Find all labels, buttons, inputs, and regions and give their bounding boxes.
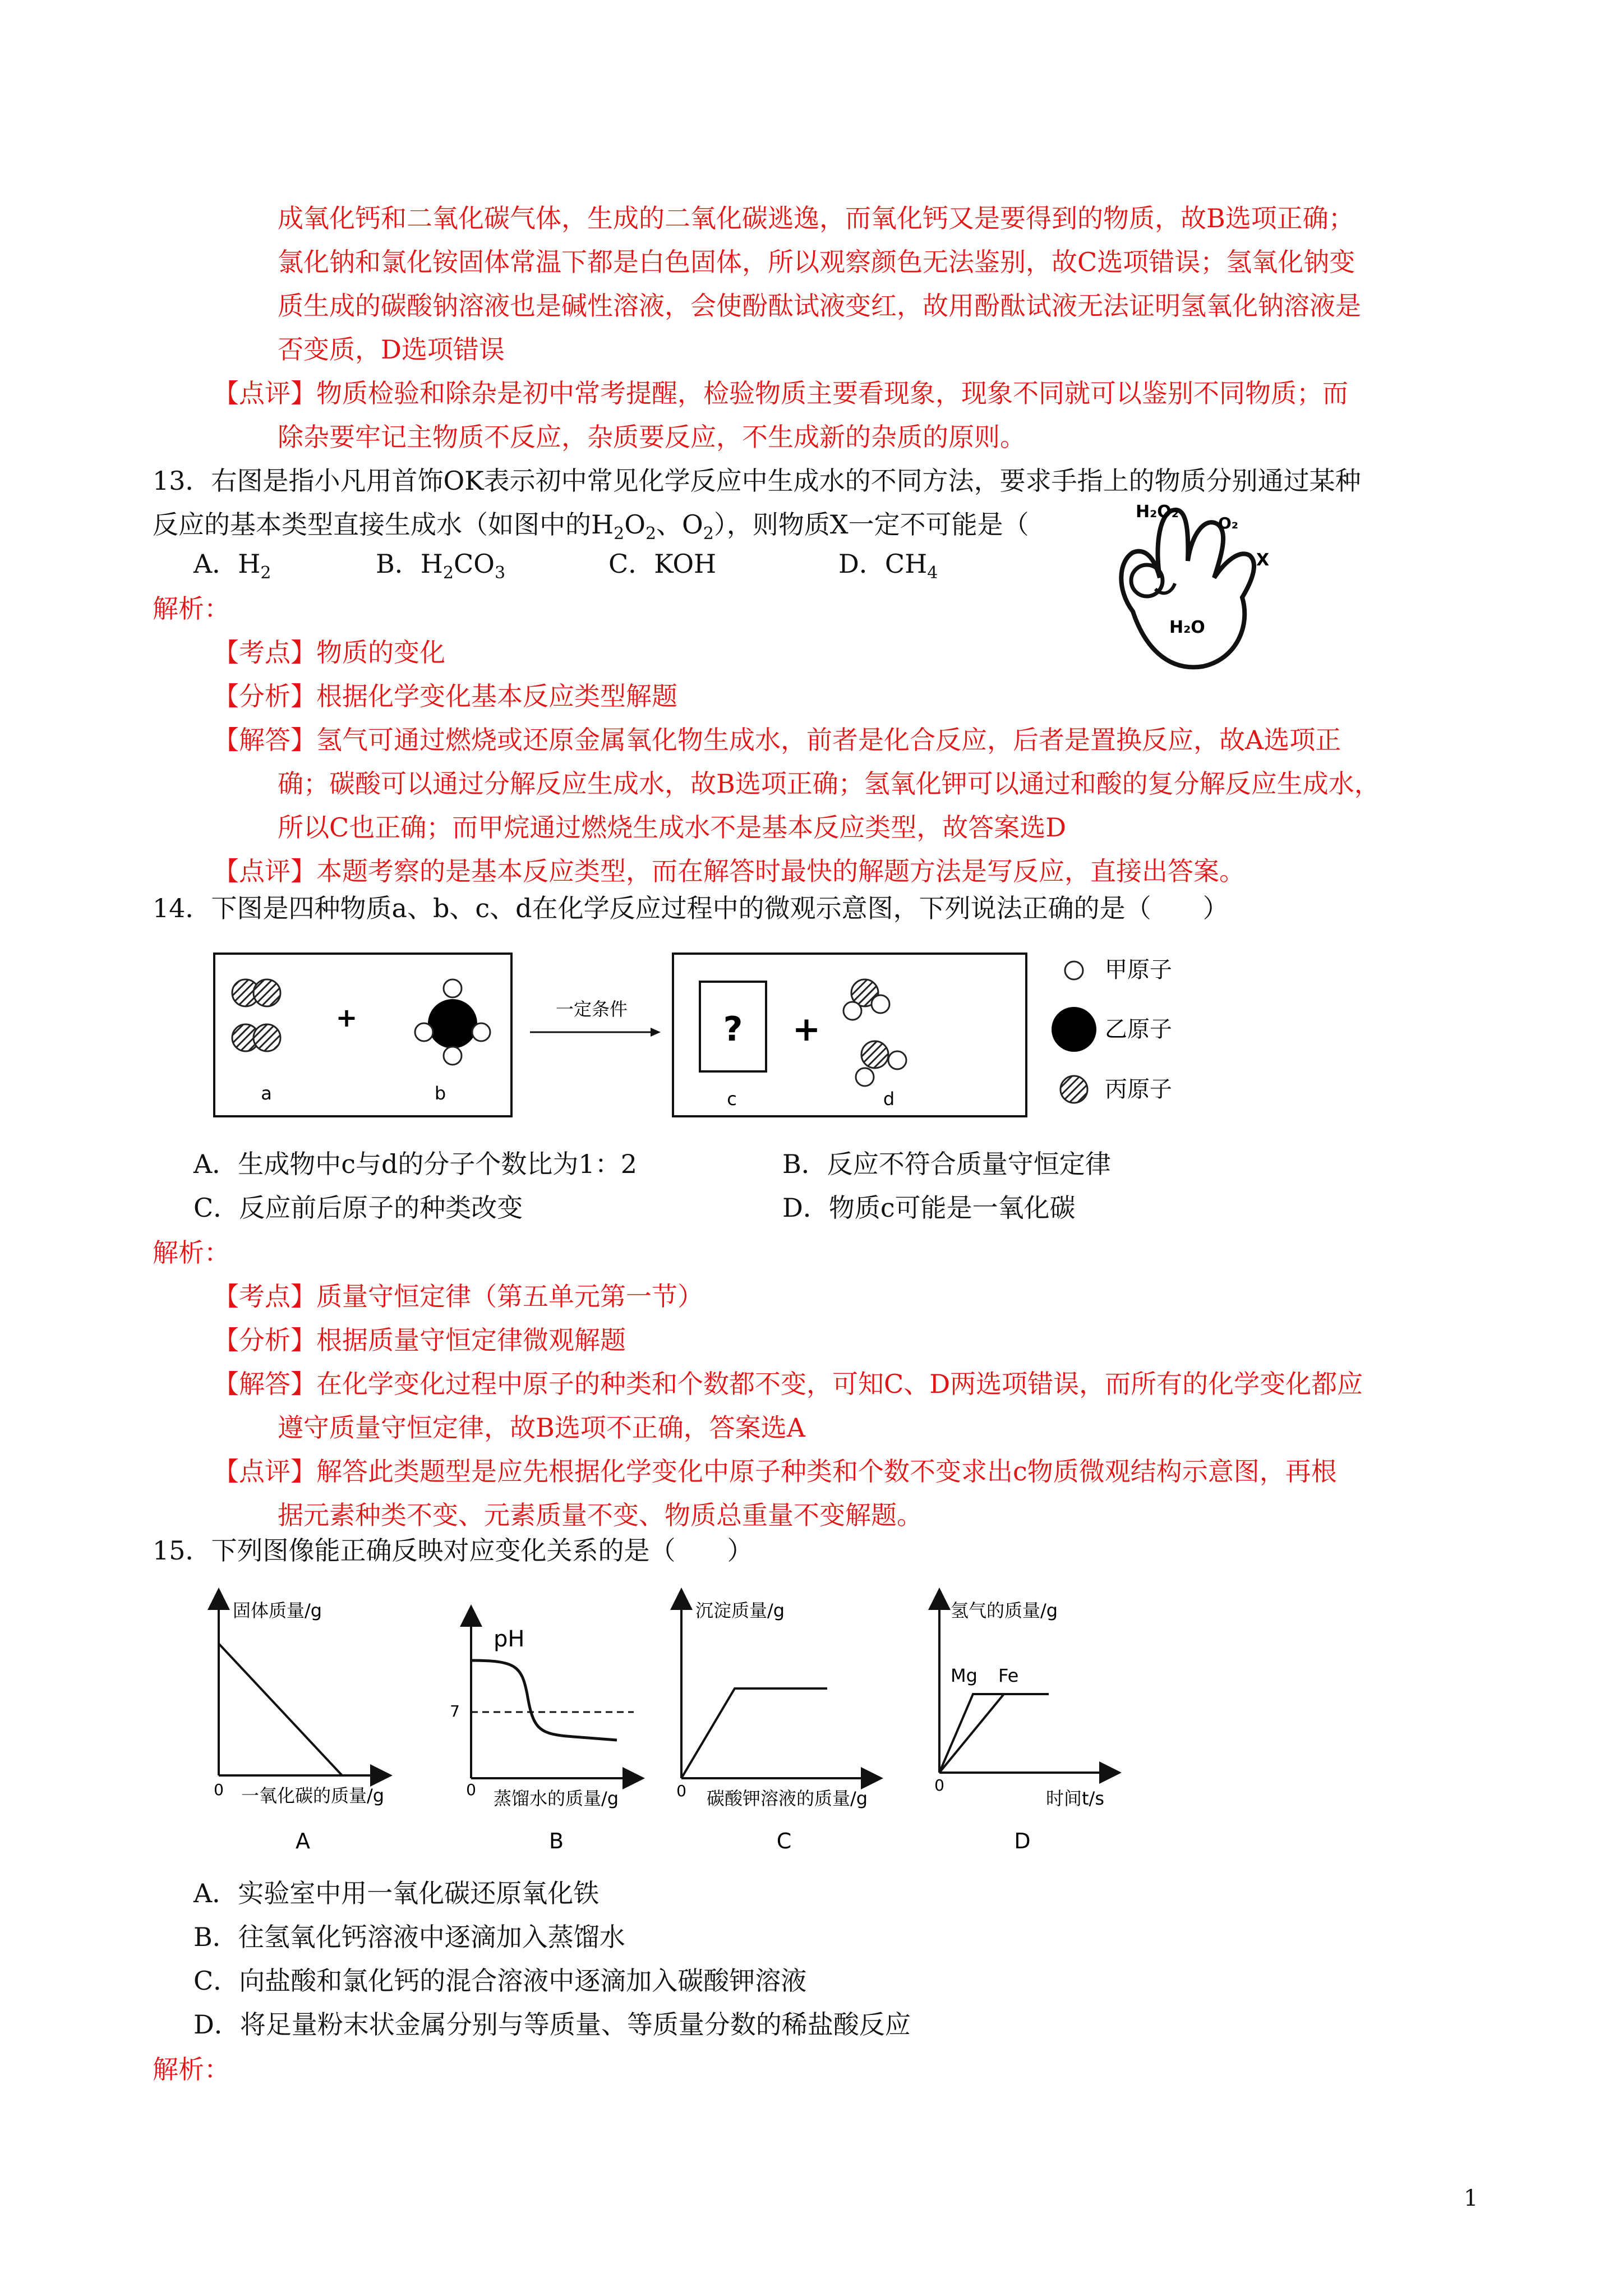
q13-stem-line-2: 反应的基本类型直接生成水（如图中的$H_2O_2$、$O_2$），则物质X一定不可能是（ <box>153 509 1029 544</box>
q12-text-line-1: 成氧化钙和二氧化碳气体，生成的二氧化碳逃逸，而氧化钙又是要得到的物质，故B选项正确； <box>278 203 1354 233</box>
q15-option-d: D．将足量粉末状金属分别与等质量、等质量分数的稀盐酸反应 <box>193 2009 911 2040</box>
graph-b-ylabel: pH <box>494 1626 525 1652</box>
graph-a-letter: A <box>296 1829 310 1853</box>
graph-d-fe-line <box>939 1694 1004 1773</box>
q14-kaodian: 【考点】质量守恒定律（第五单元第一节） <box>213 1281 703 1312</box>
graph-b <box>450 1616 634 1853</box>
arrow-condition-label: 一定条件 <box>555 999 628 1020</box>
graph-a-line <box>219 1644 342 1775</box>
q14-dianping-line-1: 【点评】解答此类题型是应先根据化学变化中原子种类和个数不变求出c物质微观结构示意图，再根 <box>213 1456 1337 1487</box>
q12-comment-line-2: 除杂要牢记主物质不反应，杂质要反应，不生成新的杂质的原则。 <box>278 422 1026 452</box>
q13-dianping: 【点评】本题考察的是基本反应类型，而在解答时最快的解题方法是写反应，直接出答案。 <box>213 856 1245 886</box>
hand-label-o2: O₂ <box>1218 514 1239 532</box>
legend-bing: 丙原子 <box>1105 1076 1172 1102</box>
graph-b-letter: B <box>548 1829 564 1853</box>
graph-d-xlabel: 时间t/s <box>1046 1788 1105 1809</box>
plus-sign-right: + <box>792 1010 821 1049</box>
q14-option-d: D．物质c可能是一氧化碳 <box>782 1193 1076 1223</box>
q12-text-line-3: 质生成的碳酸钠溶液也是碱性溶液，会使酚酞试液变红，故用酚酞试液无法证明氢氧化钠溶液是 <box>278 291 1361 321</box>
q15-stem: 15．下列图像能正确反映对应变化关系的是（ ） <box>153 1535 753 1566</box>
q12-text-line-4: 否变质，D选项错误 <box>278 334 505 365</box>
q12-comment-line-1: 【点评】物质检验和除杂是初中常考提醒，检验物质主要看现象，现象不同就可以鉴别不同物质；而 <box>213 378 1348 408</box>
graph-a-xlabel: 一氧化碳的质量/g <box>241 1785 385 1806</box>
legend-jia: 甲原子 <box>1105 957 1172 983</box>
q13-option-d: D．$CH_4$ <box>838 549 938 583</box>
graph-a-ylabel: 固体质量/g <box>233 1600 322 1621</box>
graph-d-ylabel: 氢气的质量/g <box>951 1600 1058 1621</box>
graph-b-origin: 0 <box>466 1780 476 1799</box>
q13-jieda-line-2: 确；碳酸可以通过分解反应生成水，故B选项正确；氢氧化钾可以通过和酸的复分解反应生成水， <box>278 769 1380 799</box>
q13-fenxi: 【分析】根据化学变化基本反应类型解题 <box>213 681 677 711</box>
graph-c-xlabel: 碳酸钾溶液的质量/g <box>707 1788 868 1809</box>
graph-a <box>214 1599 384 1853</box>
legend-yi: 乙原子 <box>1105 1016 1172 1042</box>
q15-option-c: C．向盐酸和氯化钙的混合溶液中逐滴加入碳酸钾溶液 <box>193 1966 807 1996</box>
q13-analysis-label: 解析： <box>153 593 230 624</box>
label-b: b <box>434 1083 446 1104</box>
q14-jieda-line-1: 【解答】在化学变化过程中原子的种类和个数都不变，可知C、D两选项错误，而所有的化学变化都应 <box>213 1369 1363 1399</box>
label-d: d <box>883 1088 895 1110</box>
q13-kaodian: 【考点】物质的变化 <box>213 637 445 668</box>
hand-label-x: X <box>1256 550 1270 570</box>
ok-hand-figure <box>1094 494 1318 679</box>
graph-c-line <box>681 1688 827 1778</box>
q14-fenxi: 【分析】根据质量守恒定律微观解题 <box>213 1325 626 1355</box>
graph-a-origin: 0 <box>214 1780 224 1799</box>
graph-d-letter: D <box>1014 1829 1031 1853</box>
q15-option-a: A．实验室中用一氧化碳还原氧化铁 <box>193 1878 600 1908</box>
graph-d-origin: 0 <box>934 1776 944 1795</box>
graph-c-ylabel: 沉淀质量/g <box>695 1600 785 1621</box>
q13-jieda-line-3: 所以C也正确；而甲烷通过燃烧生成水不是基本反应类型，故答案选D <box>278 812 1067 843</box>
label-a: a <box>261 1083 272 1104</box>
q14-option-b: B．反应不符合质量守恒定律 <box>782 1149 1111 1179</box>
unknown-c-mark: ? <box>723 1010 743 1049</box>
q13-option-c: C．KOH <box>608 549 717 579</box>
graph-c-origin: 0 <box>676 1782 686 1800</box>
q14-option-c: C．反应前后原子的种类改变 <box>193 1193 523 1223</box>
q13-jieda-line-1: 【解答】氢气可通过燃烧或还原金属氧化物生成水，前者是化合反应，后者是置换反应，故A选项正 <box>213 725 1341 755</box>
q13-option-b: B．$H_2CO_3$ <box>376 549 506 583</box>
q14-stem: 14．下图是四种物质a、b、c、d在化学反应过程中的微观示意图，下列说法正确的是（ ） <box>153 893 1229 923</box>
label-c: c <box>727 1088 737 1110</box>
q15-graphs <box>202 1582 1346 1868</box>
graph-b-xlabel: 蒸馏水的质量/g <box>494 1788 619 1809</box>
plus-sign-left: + <box>335 1002 358 1033</box>
q13-option-a: A．$H_2$ <box>193 549 271 583</box>
q13-stem-line-1: 13．右图是指小凡用首饰OK表示初中常见化学反应中生成水的不同方法，要求手指上的物质分别通过某种 <box>153 466 1361 496</box>
q12-text-line-2: 氯化钠和氯化铵固体常温下都是白色固体，所以观察颜色无法鉴别，故C选项错误；氢氧化钠变 <box>278 247 1355 277</box>
q15-option-b: B．往氢氧化钙溶液中逐滴加入蒸馏水 <box>193 1922 625 1952</box>
graph-d-mg-label: Mg <box>951 1665 978 1686</box>
q14-option-a: A．生成物中c与d的分子个数比为1：2 <box>193 1149 637 1179</box>
q14-jieda-line-2: 遵守质量守恒定律，故B选项不正确，答案选A <box>278 1412 806 1443</box>
q14-analysis-label: 解析： <box>153 1237 230 1268</box>
graph-c-letter: C <box>776 1829 792 1853</box>
q14-dianping-line-2: 据元素种类不变、元素质量不变、物质总重量不变解题。 <box>278 1500 923 1530</box>
reaction-microscopic-diagram <box>208 948 1374 1133</box>
hand-label-h2o: H₂O <box>1169 618 1205 637</box>
graph-b-tick-7: 7 <box>450 1702 460 1720</box>
graph-d-fe-label: Fe <box>998 1665 1019 1686</box>
graph-c <box>676 1599 872 1853</box>
q15-analysis-label: 解析： <box>153 2054 230 2085</box>
graph-b-curve <box>471 1660 617 1740</box>
hand-label-h2o2: H₂O₂ <box>1136 502 1179 522</box>
graph-d <box>934 1599 1110 1853</box>
page-number: 1 <box>1464 2185 1478 2211</box>
